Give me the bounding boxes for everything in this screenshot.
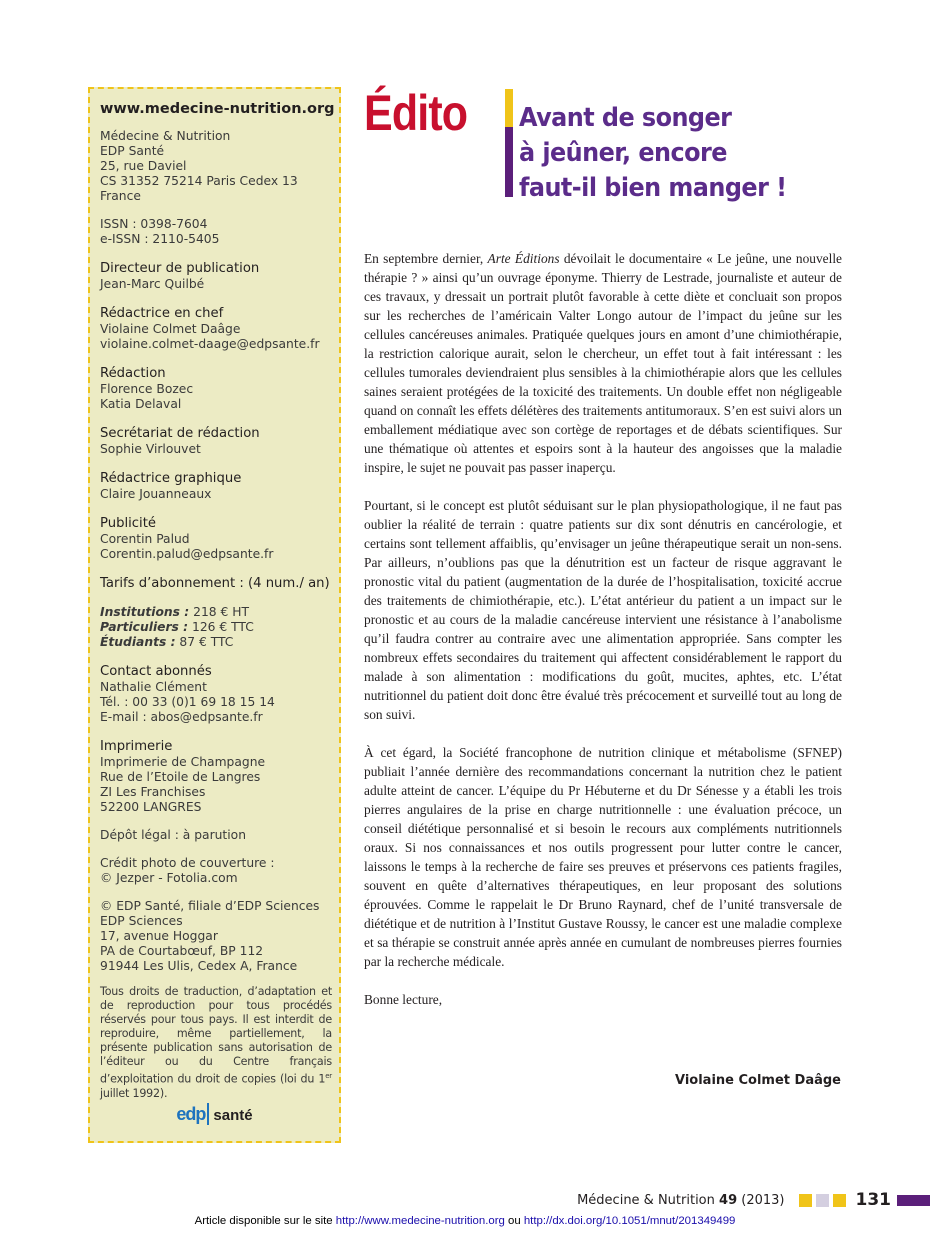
accent-yellow <box>505 89 513 127</box>
rate-value: 126 € TTC <box>192 620 254 634</box>
section-line: Florence Bozec <box>100 382 194 396</box>
article-body <box>364 249 842 1028</box>
rate-label: Particuliers : <box>100 620 189 634</box>
section-line: Jean-Marc Quilbé <box>100 277 205 291</box>
article-title <box>519 101 849 206</box>
edp-line: © EDP Santé, filiale d’EDP Sciences <box>100 899 320 913</box>
color-square <box>816 1194 829 1207</box>
paragraph: À cet égard, la Société francophone de nutrition clinique et métabolisme (SFNEP) publiait l’année dernière des recommandations concernant la nutrition chez le patient adulte atteint de cancer. L’équipe du Pr Hébuterne et du Dr Sénesse y a établi les trois pierres angulaires de la prise en charge nutritionnelle : une évaluation précoce, un conseil diététique personnalisé et si besoin le recours aux compléments nutritionnels oraux. Si nos connaissances et nos outils progressent pour lutter contre le cancer, laissons le temps à la recherche de faire ses preuves et préservons ces patients fragiles, souvent en quête d’alternatives thérapeutiques, en leur proposant des solutions éprouvées. Comme le rappelait le Dr Bruno Raynard, chef de l’unité transversale de diététique et de nutrition à l’Institut Gustave Roussy, le cancer est une maladie complexe et sa thérapie se construit année après année en cumulant de nombreuses pierres fournies par la recherche médicale. <box>364 745 842 969</box>
paragraph <box>364 249 842 477</box>
editor-email[interactable]: violaine.colmet-daage@edpsante.fr <box>100 337 320 351</box>
masthead-box <box>88 87 341 1143</box>
edp-line: 17, avenue Hoggar <box>100 929 218 943</box>
issn: ISSN : 0398-7604 <box>100 217 208 231</box>
section-heading: Publicité <box>100 516 156 531</box>
section-heading: Rédaction <box>100 366 166 381</box>
volume: 49 <box>719 1192 738 1208</box>
rate-label: Institutions : <box>100 605 190 619</box>
section-line: Katia Delaval <box>100 397 182 411</box>
section-line: Sophie Virlouvet <box>100 442 201 456</box>
edp-line: 91944 Les Ulis, Cedex A, France <box>100 959 298 973</box>
text-run: ou <box>504 1215 524 1227</box>
photo-credit <box>100 856 339 886</box>
title-accent-bar <box>505 89 513 197</box>
section-heading: Rédactrice graphique <box>100 471 242 486</box>
section-line: Imprimerie de Champagne <box>100 755 266 769</box>
section-line: Claire Jouanneaux <box>100 487 212 501</box>
phone-number: Tél. : 00 33 (0)1 69 18 15 14 <box>100 695 275 709</box>
director-block <box>100 260 339 292</box>
section-line: Rue de l’Etoile de Langres <box>100 770 261 784</box>
paragraph: Pourtant, si le concept est plutôt séduisant sur le plan physiopathologique, il ne faut pas oublier la réalité de terrain : quatre patients sur dix sont dénutris en cancérologie, et certains sont tellement affaiblis, qu’envisager un jeûne thérapeutique serait un non-sens. Par ailleurs, n’oublions pas que la dénutrition est un facteur de risque aggravant le pronostic vital du patient (augmentation de la durée de l’hospitalisation, toxicité accrue des traitements de chimiothérapie, etc.). L’état antérieur du patient a un impact sur le pronostic et au cours de la maladie cancéreuse intervient une résistance à l’anabolisme qu’il faudra contrer au contraire avec une alimentation appropriée. Sans compter les nombreux effets secondaires du traitement qui affectent considérablement le rapport du malade à son alimentation : modifications du goût, mucites, aphtes, etc. L’état nutritionnel du patient doit donc être évalué très précocement et surveillé tout au long de son suivi. <box>364 498 842 722</box>
section-heading: Rédactrice en chef <box>100 306 224 321</box>
section-heading: Tarifs d’abonnement : (4 num./ an) <box>100 576 330 591</box>
rate-label: Étudiants : <box>100 635 176 649</box>
text-run: Article disponible sur le site <box>194 1215 336 1227</box>
site-link[interactable]: http://www.medecine-nutrition.org <box>335 1215 505 1227</box>
section-heading: Secrétariat de rédaction <box>100 426 260 441</box>
section-label: Édito <box>364 85 468 141</box>
accent-purple <box>505 127 513 197</box>
e-issn: e-ISSN : 2110-5405 <box>100 232 220 246</box>
section-heading: Imprimerie <box>100 739 173 754</box>
printer-block <box>100 738 339 815</box>
title-line: Avant de songer <box>519 103 732 133</box>
publisher-address <box>100 129 339 204</box>
graphic-editor-block <box>100 470 339 502</box>
logo-sante: santé <box>213 1107 253 1124</box>
edp-line: EDP Sciences <box>100 914 183 928</box>
journal-name: Médecine & Nutrition <box>577 1192 715 1208</box>
logo-edp: edp <box>176 1104 206 1124</box>
year: (2013) <box>741 1192 785 1208</box>
legal-deposit: Dépôt légal : à parution <box>100 828 246 842</box>
credit-line: © Jezper - Fotolia.com <box>100 871 238 885</box>
journal-citation <box>577 1193 784 1208</box>
subscriber-contact-block <box>100 663 339 725</box>
section-heading: Contact abonnés <box>100 664 212 679</box>
rate-value: 87 € TTC <box>179 635 234 649</box>
edp-sante-logo <box>90 1103 339 1125</box>
section-line: Violaine Colmet Daâge <box>100 322 241 336</box>
rate-row <box>100 620 339 635</box>
color-square <box>833 1194 846 1207</box>
section-line: Nathalie Clément <box>100 680 207 694</box>
work-title: Arte Éditions <box>487 251 560 266</box>
advertising-email[interactable]: Corentin.palud@edpsante.fr <box>100 547 274 561</box>
edp-line: PA de Courtabœuf, BP 112 <box>100 944 264 958</box>
address-line: Médecine & Nutrition <box>100 129 231 143</box>
rate-value: 218 € HT <box>193 605 249 619</box>
text-run: En septembre dernier, <box>364 251 488 266</box>
page-number: 131 <box>855 1190 891 1210</box>
address-line: CS 31352 75214 Paris Cedex 13 France <box>100 174 298 203</box>
issn-block <box>100 217 339 247</box>
availability-notice <box>0 1215 930 1227</box>
logo-divider <box>207 1103 209 1125</box>
address-line: 25, rue Daviel <box>100 159 187 173</box>
editor-in-chief-block <box>100 305 339 352</box>
section-line: Corentin Palud <box>100 532 190 546</box>
rate-row <box>100 635 339 650</box>
editorial-team-block <box>100 365 339 412</box>
secretariat-block <box>100 425 339 457</box>
doi-link[interactable]: http://dx.doi.org/10.1051/mnut/201349499 <box>523 1215 736 1227</box>
address-line: EDP Santé <box>100 144 165 158</box>
title-line: à jeûner, encore <box>519 138 727 168</box>
section-line: ZI Les Franchises <box>100 785 206 799</box>
rate-row <box>100 605 339 620</box>
footer-accent-bar <box>897 1195 930 1206</box>
edp-address <box>100 899 339 974</box>
journal-website[interactable]: www.medecine-nutrition.org <box>100 101 335 117</box>
author-signature: Violaine Colmet Daâge <box>675 1073 841 1088</box>
closing: Bonne lecture, <box>364 992 443 1007</box>
section-line: 52200 LANGRES <box>100 800 202 814</box>
section-heading: Directeur de publication <box>100 261 260 276</box>
title-line: faut-il bien manger ! <box>519 173 787 203</box>
color-square <box>799 1194 812 1207</box>
text-run: dévoilait le documentaire « Le jeûne, une nouvelle thérapie ? » ainsi qu’un ouvrage éponyme. Thierry de Lestrade, journaliste et auteur de ces travaux, y dressait un portrait plutôt favorable à cette diète et concluait son propos sur les recherches de l’américain Valter Longo autour de l’impact du jeûne sur les cellules cancéreuses animales. Pratiquée quelques jours en amont d’une chimiothérapie, la restriction calorique aurait, selon le chercheur, un effet tout à fait intéressant : les cellules tumorales deviendraient plus sensibles à la chimiothérapie alors que les cellules saines seraient protégées de la toxicité des traitements. Un double effet non négligeable quand on connaît les effets délétères des traitements antitumoraux. S’en est suivi alors un emballement médiatique avec son cortège de reportages et de débats scientifiques. Sur une thématique où attentes et espoirs sont à la hauteur des angoisses que la maladie inspire, le sujet ne pouvait pas passer inaperçu. <box>364 251 842 475</box>
subscriber-email[interactable]: E-mail : abos@edpsante.fr <box>100 710 263 724</box>
advertising-block <box>100 515 339 562</box>
page-footer <box>577 1190 930 1210</box>
subscription-rates-block <box>100 575 339 650</box>
credit-line: Crédit photo de couverture : <box>100 856 275 870</box>
copyright-notice: Tous droits de traduction, d’adaptation et de reproduction pour tous procédés réservés pour tous pays. Il est interdit de reproduire, même partiellement, la présente publication sans autorisation de l’éditeur ou du Centre français d’exploitation du droit de copies (loi du 1er juillet 1992). <box>100 985 332 1100</box>
